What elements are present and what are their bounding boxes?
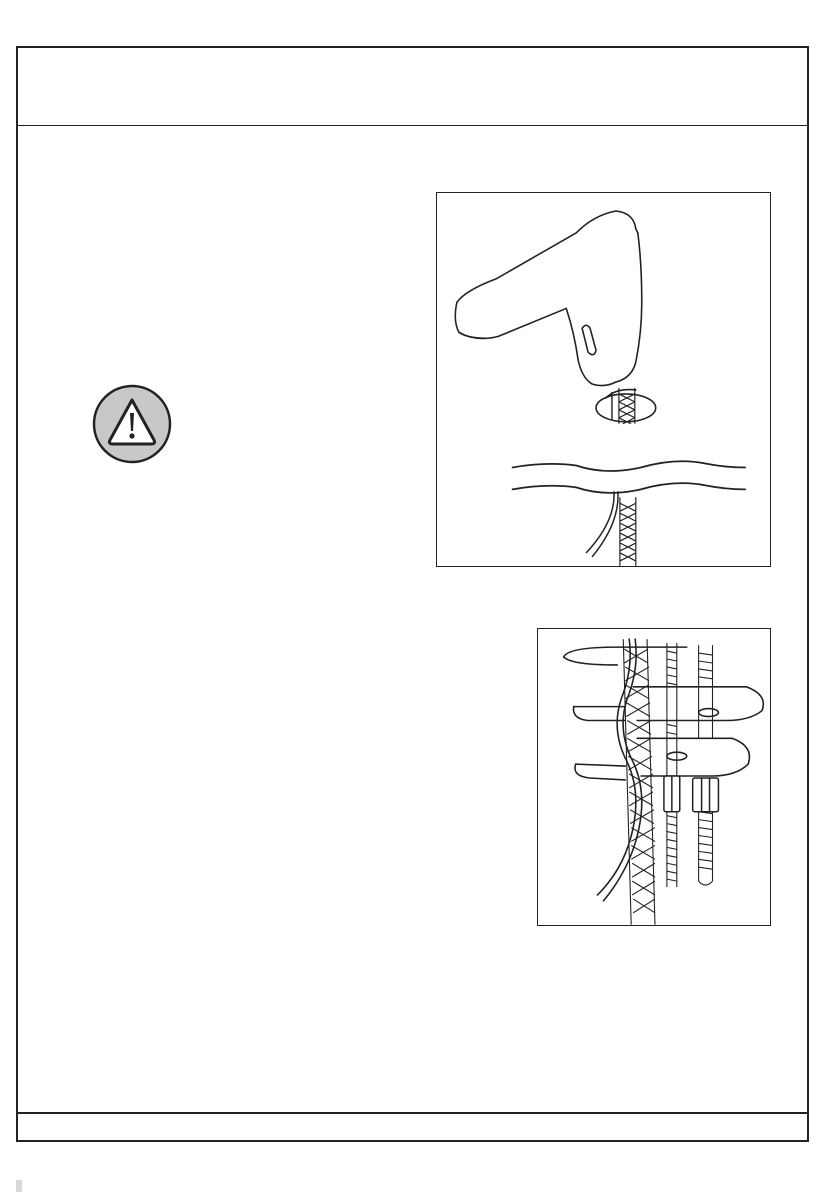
page-edge-mark — [16, 1180, 22, 1192]
mounting-hardware-figure — [537, 628, 771, 926]
header-divider — [18, 125, 807, 126]
faucet-installation-figure — [436, 192, 771, 567]
footer-divider — [18, 1112, 807, 1114]
warning-exclamation-icon — [92, 384, 172, 464]
